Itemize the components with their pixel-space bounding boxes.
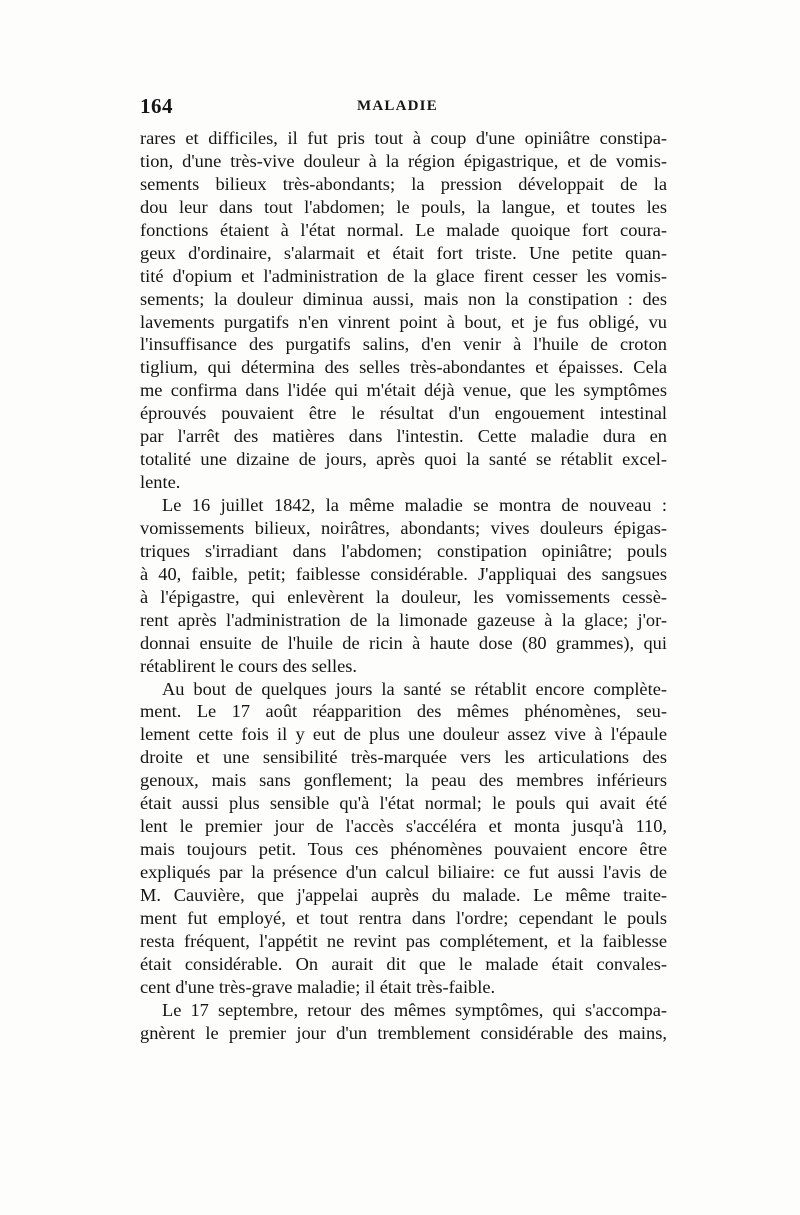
text-line: par l'arrêt des matières dans l'intestin. Cette maladie dura en (140, 426, 667, 447)
page-number: 164 (140, 94, 173, 118)
text-line: sements; la douleur diminua aussi, mais non la constipation : des (140, 288, 667, 309)
running-title: MALADIE (357, 98, 438, 114)
text-line: Le 16 juillet 1842, la même maladie se montra de nouveau : (162, 495, 667, 515)
text-line: l'insuffisance des purgatifs salins, d'en venir à l'huile de croton (140, 334, 667, 355)
text-line: rares et difficiles, il fut pris tout à coup d'une opiniâtre constipa- (140, 128, 667, 148)
text-line: à 40, faible, petit; faiblesse considérable. J'appliquai des sangsues (140, 563, 667, 584)
paragraph (140, 127, 667, 494)
text-line: rétablirent le cours des selles. (140, 655, 358, 676)
text-line: à l'épigastre, qui enlevèrent la douleur, les vomissements cessè- (140, 586, 667, 607)
body-text (140, 127, 667, 1045)
text-line: fonctions étaient à l'état normal. Le malade quoique fort coura- (140, 219, 667, 240)
text-line: rent après l'administration de la limonade gazeuse à la glace; j'or- (140, 609, 667, 630)
text-line: ment. Le 17 août réapparition des mêmes phénomènes, seu- (140, 701, 667, 722)
text-line: tiglium, qui détermina des selles très-abondantes et épaisses. Cela (140, 357, 667, 378)
text-line: tité d'opium et l'administration de la glace firent cesser les vomis- (140, 265, 667, 286)
text-line: éprouvés pouvaient être le résultat d'un engouement intestinal (140, 403, 667, 424)
paragraph (140, 678, 667, 999)
text-line: totalité une dizaine de jours, après quoi la santé se rétablit excel- (140, 449, 667, 470)
text-line: Le 17 septembre, retour des mêmes symptômes, qui s'accompa- (162, 999, 667, 1020)
paragraph (140, 999, 667, 1045)
text-line: était aussi plus sensible qu'à l'état normal; le pouls qui avait été (140, 793, 667, 814)
text-line: lent le premier jour de l'accès s'accéléra et monta jusqu'à 110, (140, 816, 667, 837)
text-line: lavements purgatifs n'en vinrent point à bout, et je fus obligé, vu (140, 311, 667, 332)
text-line: gnèrent le premier jour d'un tremblement considérable des mains, (140, 1022, 667, 1043)
text-line: M. Cauvière, que j'appelai auprès du malade. Le même traite- (140, 884, 667, 905)
text-line: lente. (140, 472, 181, 493)
text-line: lement cette fois il y eut de plus une douleur assez vive à l'épaule (140, 724, 667, 745)
text-line: cent d'une très-grave maladie; il était très-faible. (140, 976, 496, 997)
page-header (140, 94, 667, 120)
text-line: droite et une sensibilité très-marquée vers les articulations des (140, 747, 667, 768)
text-line: geux d'ordinaire, s'alarmait et était fort triste. Une petite quan- (140, 242, 667, 263)
text-line: Au bout de quelques jours la santé se rétablit encore complète- (162, 678, 667, 699)
text-line: dou leur dans tout l'abdomen; le pouls, la langue, et toutes les (140, 196, 667, 217)
text-line: vomissements bilieux, noirâtres, abondants; vives douleurs épigas- (140, 517, 667, 538)
text-line: genoux, mais sans gonflement; la peau des membres inférieurs (140, 770, 667, 791)
text-line: était considérable. On aurait dit que le malade était convales- (140, 953, 667, 974)
text-line: mais toujours petit. Tous ces phénomènes pouvaient encore être (140, 839, 667, 860)
text-line: sements bilieux très-abondants; la pression développait de la (140, 173, 667, 194)
text-line: tion, d'une très-vive douleur à la région épigastrique, et de vomis- (140, 150, 667, 171)
text-line: me confirma dans l'idée qui m'était déjà venue, que les symptômes (140, 380, 667, 401)
text-line: ment fut employé, et tout rentra dans l'ordre; cependant le pouls (140, 907, 667, 928)
text-line: triques s'irradiant dans l'abdomen; constipation opiniâtre; pouls (140, 540, 667, 561)
text-line: donnai ensuite de l'huile de ricin à haute dose (80 grammes), qui (140, 632, 667, 653)
text-line: resta fréquent, l'appétit ne revint pas complétement, et la faiblesse (140, 930, 667, 951)
paragraph (140, 494, 667, 678)
text-line: expliqués par la présence d'un calcul biliaire: ce fut aussi l'avis de (140, 862, 667, 882)
